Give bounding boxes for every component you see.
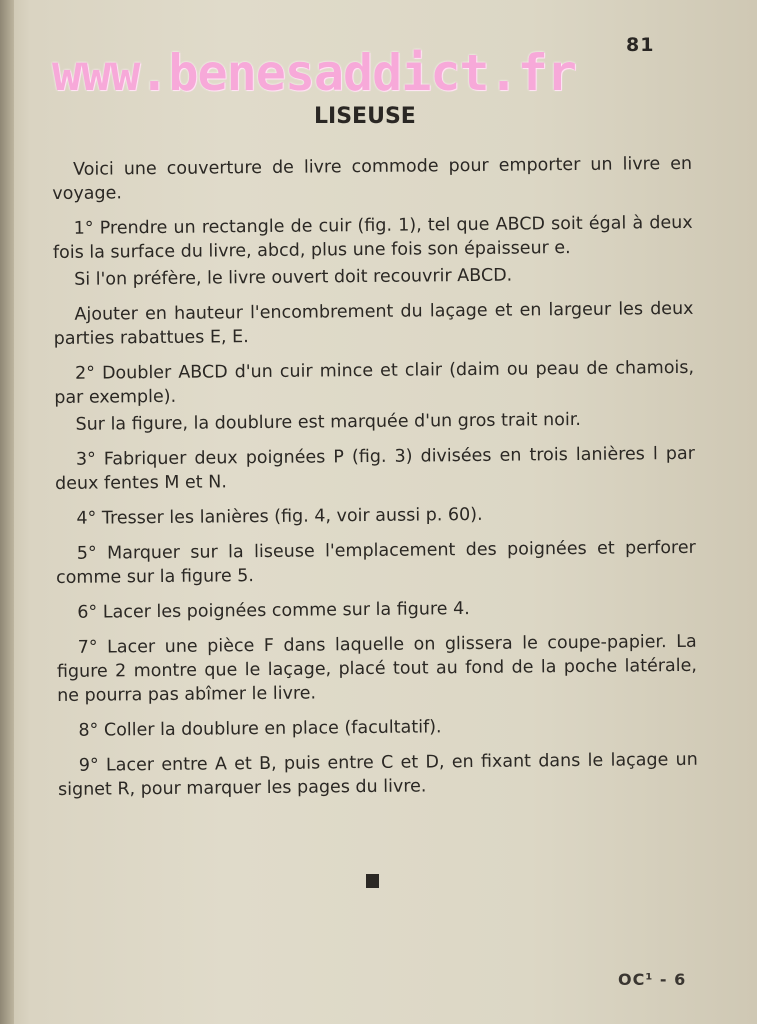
paragraph: 7° Lacer une pièce F dans laquelle on glissera le coupe-papier. La figure 2 montre que le laçage, placé tout au fond de la poche latérale, ne pourra pas abîmer le livre.	[56, 631, 698, 706]
end-mark-square	[366, 874, 379, 888]
paragraph: 1° Prendre un rectangle de cuir (fig. 1), tel que ABCD soit égal à deux fois la surface du livre, abcd, plus une fois son épaisseur e.	[52, 212, 693, 263]
paragraph: 8° Coller la doublure en place (facultatif).	[78, 717, 442, 741]
signature-mark: OC¹ - 6	[618, 970, 687, 989]
paragraph: 9° Lacer entre A et B, puis entre C et D, en fixant dans le laçage un signet R, pour marquer les pages du livre.	[57, 749, 698, 800]
watermark: www.benesaddict.fr	[52, 44, 576, 102]
body-text	[52, 152, 698, 813]
paragraph: Si l'on préfère, le livre ouvert doit recouvrir ABCD.	[74, 265, 513, 290]
page-title: LISEUSE	[314, 104, 416, 129]
paragraph: 4° Tresser les lanières (fig. 4, voir aussi p. 60).	[76, 504, 483, 529]
paragraph: 3° Fabriquer deux poignées P (fig. 3) divisées en trois lanières l par deux fentes M et N.	[55, 443, 695, 494]
paragraph: 2° Doubler ABCD d'un cuir mince et clair (daim ou peau de chamois, par exemple).	[54, 357, 695, 408]
page-number: 81	[626, 34, 655, 56]
page-edge	[0, 0, 14, 1024]
paragraph: 6° Lacer les poignées comme sur la figure 4.	[77, 599, 470, 623]
paragraph: Ajouter en hauteur l'encombrement du laçage et en largeur les deux parties rabattues E, E.	[53, 298, 694, 349]
paragraph: Sur la figure, la doublure est marquée d'un gros trait noir.	[75, 409, 582, 435]
paragraph: 5° Marquer sur la liseuse l'emplacement des poignées et perforer comme sur la figure 5.	[55, 537, 696, 588]
paragraph: Voici une couverture de livre commode pour emporter un livre en voyage.	[52, 153, 693, 204]
